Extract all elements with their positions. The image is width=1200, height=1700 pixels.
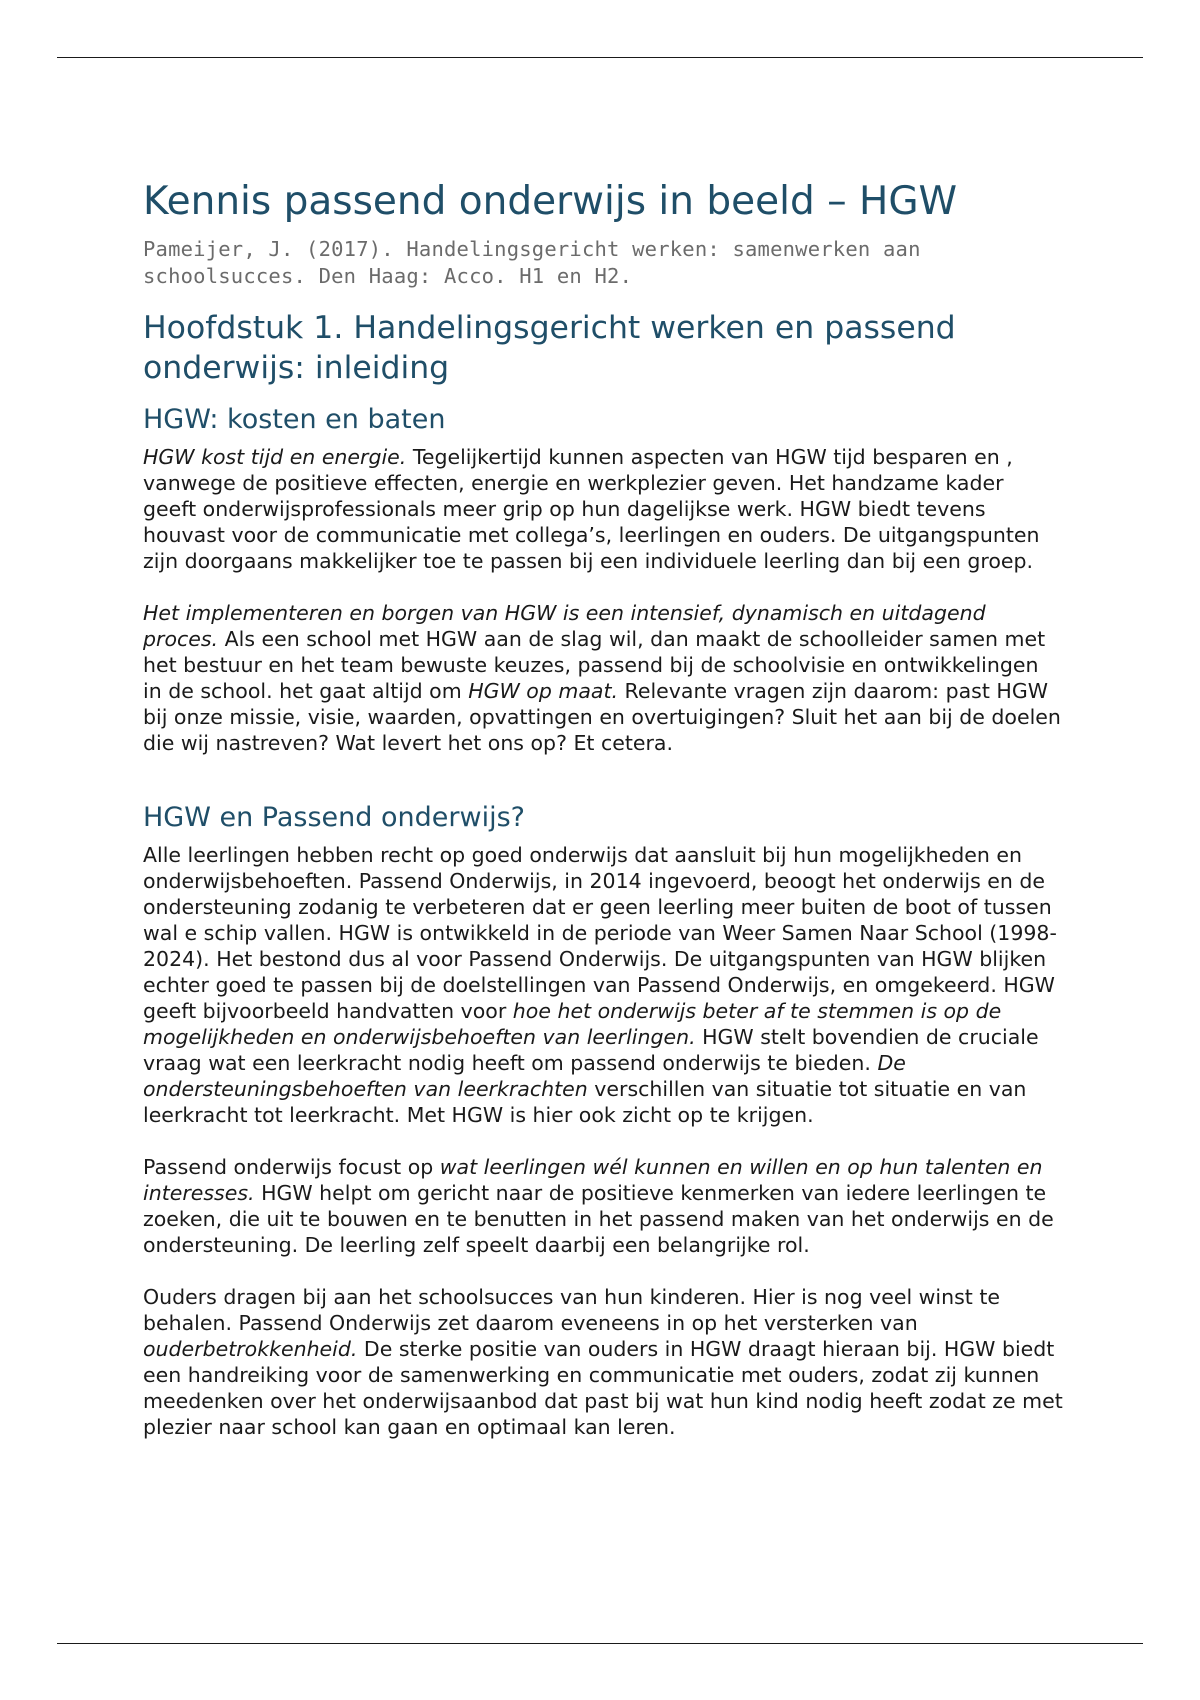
emphasis-text: HGW kost tijd en energie.: [143, 445, 407, 469]
paragraph-passend-onderwijs-3: [143, 1284, 1063, 1440]
paragraph-text: Als een school met HGW aan de slag wil, dan maakt de schoolleider samen met het bestuur en het team bewuste keuzes, passend bij de schoolvisie en ontwikkelingen in de school. het gaat altijd om: [143, 627, 1046, 703]
document-title: Kennis passend onderwijs in beeld – HGW: [143, 179, 958, 224]
paragraph-text: Relevante vragen zijn daarom: past HGW bij onze missie, visie, waarden, opvattingen en overtuigingen? Sluit het aan bij de doelen die wij nastreven? Wat levert het ons op? Et cetera.: [143, 679, 1061, 755]
paragraph-passend-onderwijs-1: [143, 842, 1063, 1128]
paragraph-passend-onderwijs-2: [143, 1154, 1063, 1258]
section-heading-kosten-baten: HGW: kosten en baten: [143, 404, 446, 435]
paragraph-text: Passend onderwijs focust op: [143, 1155, 440, 1179]
emphasis-text: Het implementeren en borgen van HGW is een intensief, dynamisch en uitdagend proces.: [143, 601, 986, 651]
emphasis-text: HGW op maat.: [468, 679, 619, 703]
emphasis-text: ouderbetrokkenheid.: [143, 1337, 358, 1361]
paragraph-text: Tegelijkertijd kunnen aspecten van HGW tijd besparen en , vanwege de positieve effecten, energie en werkplezier geven. Het handzame kader geeft onderwijsprofessionals meer grip op hun dagelijkse werk. HGW biedt tevens houvast voor de communicatie met collega’s, leerlingen en ouders. De uitgangspunten zijn doorgaans makkelijker toe te passen bij een individuele leerling dan bij een groep.: [143, 445, 1040, 573]
footer-rule: [57, 1643, 1143, 1644]
chapter-heading: Hoofdstuk 1. Handelingsgericht werken en passend onderwijs: inleiding: [143, 310, 956, 386]
paragraph-text: Alle leerlingen hebben recht op goed onderwijs dat aansluit bij hun mogelijkheden en onderwijsbehoeften. Passend Onderwijs, in 2014 ingevoerd, beoogt het onderwijs en de ondersteuning zodanig te verbeteren dat er geen leerling meer buiten de boot of tussen wal e schip vallen. HGW is ontwikkeld in de periode van Weer Samen Naar School (1998-2024). Het bestond dus al voor Passend Onderwijs. De uitgangspunten van HGW blijken echter goed te passen bij de doelstellingen van Passend Onderwijs, en omgekeerd. HGW geeft bijvoorbeeld handvatten voor: [143, 843, 1057, 1023]
paragraph-kosten-baten-2: [143, 600, 1063, 756]
document-body: [143, 178, 1063, 1440]
paragraph-kosten-baten-1: [143, 444, 1063, 574]
emphasis-text: wat leerlingen wél kunnen en willen en op hun talenten en interesses.: [143, 1155, 1043, 1205]
paragraph-text: De sterke positie van ouders in HGW draagt hieraan bij. HGW biedt een handreiking voor de samenwerking en communicatie met ouders, zodat zij kunnen meedenken over het onderwijsaanbod dat past bij wat hun kind nodig heeft zodat ze met plezier naar school kan gaan en optimaal kan leren.: [143, 1337, 1063, 1439]
paragraph-text: Ouders dragen bij aan het schoolsucces van hun kinderen. Hier is nog veel winst te behalen. Passend Onderwijs zet daarom eveneens in op het versterken van: [143, 1285, 1001, 1335]
emphasis-text: hoe het onderwijs beter af te stemmen is op de mogelijkheden en onderwijsbehoeften van leerlingen.: [143, 999, 1002, 1049]
section-heading-passend-onderwijs: HGW en Passend onderwijs?: [143, 802, 525, 833]
paragraph-text: HGW helpt om gericht naar de positieve kenmerken van iedere leerlingen te zoeken, die uit te bouwen en te benutten in het passend maken van het onderwijs en de ondersteuning. De leerling zelf speelt daarbij een belangrijke rol.: [143, 1181, 1054, 1257]
emphasis-text: De ondersteuningsbehoeften van leerkrachten: [143, 1051, 906, 1101]
reference-citation: Pameijer, J. (2017). Handelingsgericht werken: samenwerken aan schoolsucces. Den Haag: Acco. H1 en H2.: [143, 237, 921, 288]
paragraph-text: verschillen van situatie tot situatie en van leerkracht tot leerkracht. Met HGW is hier ook zicht op te krijgen.: [143, 1077, 1027, 1127]
header-rule: [57, 57, 1143, 58]
paragraph-text: HGW stelt bovendien de cruciale vraag wat een leerkracht nodig heeft om passend onderwijs te bieden.: [143, 1025, 1039, 1075]
